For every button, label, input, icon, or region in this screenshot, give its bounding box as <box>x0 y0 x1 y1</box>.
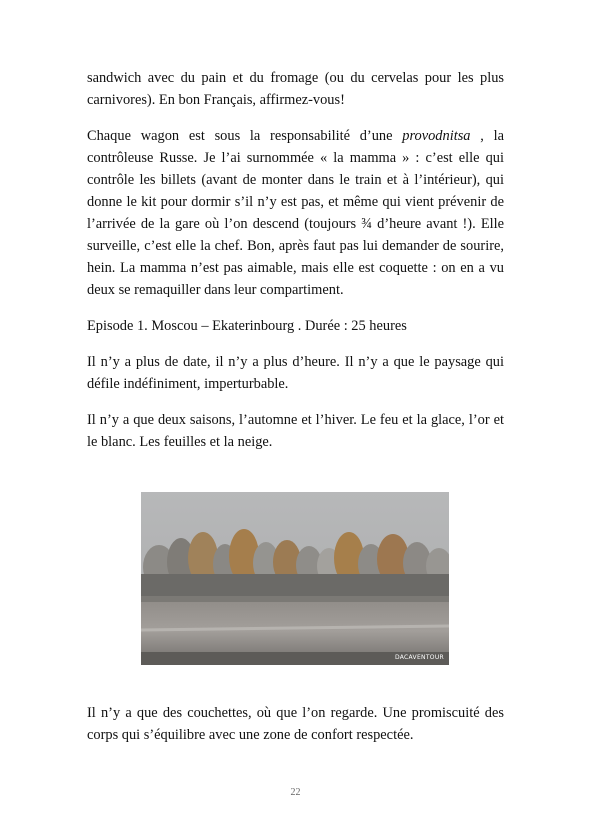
paragraph-provodnitsa <box>87 125 504 301</box>
photo-watermark: DACAVENTOUR <box>394 654 444 661</box>
paragraph-two-seasons: Il n’y a que deux saisons, l’automne et l’hiver. Le feu et la glace, l’or et le blanc. Les feuilles et la neige. <box>87 412 504 450</box>
paragraph-provodnitsa-start: Chaque wagon est sous la responsabilité d’une <box>87 128 403 144</box>
page-number: 22 <box>290 787 301 798</box>
episode-heading: Episode 1. Moscou – Ekaterinbourg . Durée : 25 heures <box>87 318 407 334</box>
page-body <box>87 67 504 467</box>
paragraph-provodnitsa-rest: , la contrôleuse Russe. Je l’ai surnommée « la mamma » : c’est elle qui contrôle les billets (avant de monter dans le train et à l’intérieur), qui donne le kit pour dormir s’il n’y est pas, et même qui vient prévenir de l’arrivée de la gare où l’on descend (toujours ¾ d’heure avant !). Elle surveille, c’est elle la chef. Bon, après faut pas lui demander de sourire, hein. La mamma n’est pas aimable, mais elle est coquette : on en a vu deux se remaquiller dans leur compartiment. <box>87 128 504 298</box>
page-body-continued <box>87 702 504 760</box>
paragraph-sandwich: sandwich avec du pain et du fromage (ou du cervelas pour les plus carnivores). En bon Français, affirmez-vous! <box>87 70 504 108</box>
landscape-photo <box>141 492 449 665</box>
provodnitsa-term: provodnitsa <box>402 128 471 144</box>
paragraph-couchettes: Il n’y a que des couchettes, où que l’on regarde. Une promiscuité des corps qui s’équilibre avec une zone de confort respectée. <box>87 705 504 743</box>
paragraph-no-date: Il n’y a plus de date, il n’y a plus d’heure. Il n’y a que le paysage qui défile indéfiniment, imperturbable. <box>87 354 504 392</box>
